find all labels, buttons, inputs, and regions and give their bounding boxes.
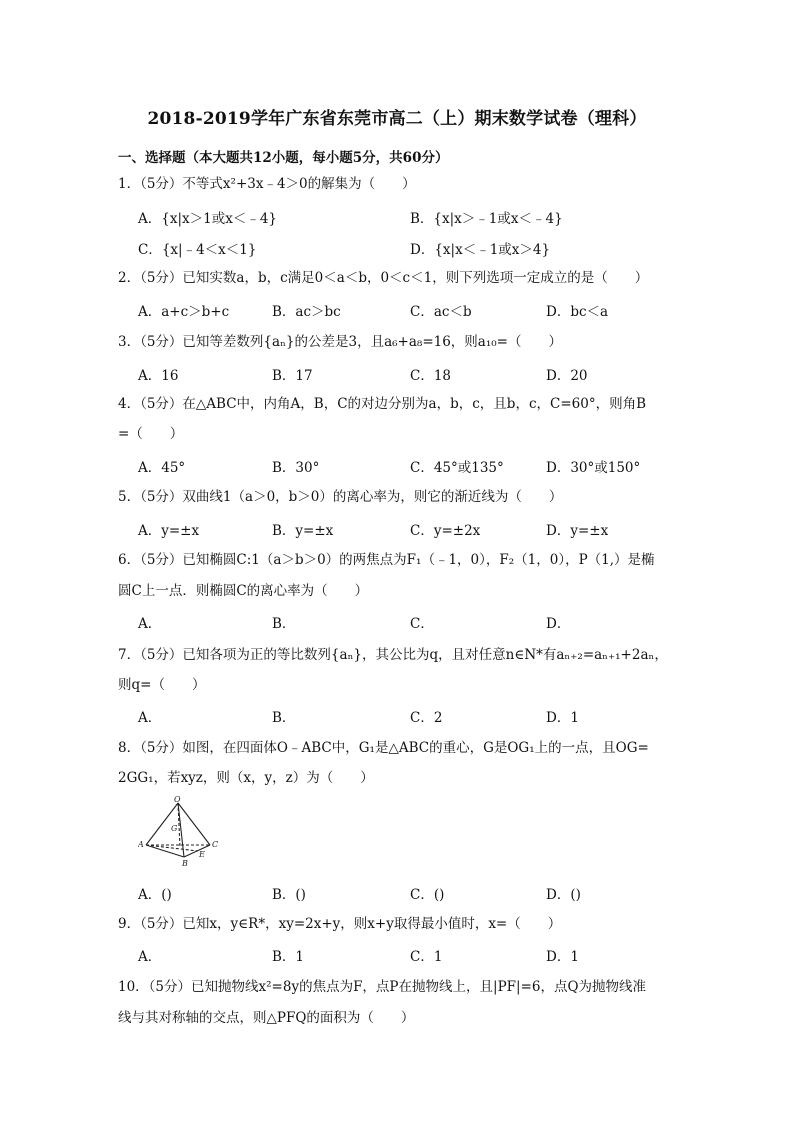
label-o: O — [174, 795, 181, 804]
q8-option-d: D．() — [546, 887, 581, 903]
question-5-stem: 5．（5分）双曲线1（a＞0，b＞0）的离心率为，则它的渐近线为（ ） — [118, 489, 563, 505]
q6-option-d: D． — [546, 616, 571, 632]
q5-option-b: B．y=±x — [272, 523, 334, 539]
question-7-stem: 7．（5分）已知各项为正的等比数列{aₙ}，其公比为q，且对任意n∈N*有aₙ₊₂=aₙ₊₁+2aₙ， — [118, 647, 668, 663]
q8-option-a: A．() — [138, 887, 172, 903]
question-7-stem-cont: 则q=（ ） — [118, 677, 206, 693]
q1-option-d: D．{x|x＜﹣1或x＞4} — [410, 242, 551, 258]
q9-option-b: B．1 — [272, 949, 305, 965]
q2-option-d: D．bc＜a — [546, 304, 609, 320]
q5-option-a: A．y=±x — [138, 523, 200, 539]
edge-ab — [146, 845, 184, 857]
question-4-stem: 4．（5分）在△ABC中，内角A，B，C的对边分别为a，b，c，且b，c，C=60°，则角B — [118, 396, 647, 412]
question-3-stem: 3．（5分）已知等差数列{aₙ}的公差是3，且a₆+a₈=16，则a₁₀=（ ） — [118, 334, 562, 350]
question-10-stem-cont: 线与其对称轴的交点，则△PFQ的面积为（ ） — [118, 1010, 415, 1026]
q9-option-d: D．1 — [546, 949, 579, 965]
label-b: B — [182, 859, 188, 867]
q8-option-b: B．() — [272, 887, 306, 903]
question-10-stem: 10．（5分）已知抛物线x²=8y的焦点为F，点P在抛物线上，且|PF|=6，点Q为抛物线准 — [118, 979, 647, 995]
q1-option-c: C．{x|﹣4＜x＜1} — [138, 242, 257, 258]
q7-option-a: A． — [138, 710, 162, 726]
question-4-stem-cont: =（ ） — [118, 426, 184, 442]
q4-option-a: A．45° — [138, 460, 186, 476]
q5-option-d: D．y=±x — [546, 523, 609, 539]
question-9-stem: 9．（5分）已知x，y∈R*，xy=2x+y，则x+y取得最小值时，x=（ ） — [118, 916, 562, 932]
q1-option-a: A．{x|x＞1或x＜﹣4} — [138, 211, 277, 227]
question-2-stem: 2．（5分）已知实数a，b，c满足0＜a＜b，0＜c＜1，则下列选项一定成立的是（ ） — [118, 270, 649, 286]
q3-option-a: A．16 — [138, 368, 179, 384]
q5-option-c: C．y=±2x — [410, 523, 481, 539]
tetrahedron-figure — [138, 795, 228, 867]
q3-option-b: B．17 — [272, 368, 313, 384]
q9-option-a: A． — [138, 949, 162, 965]
exam-title: 2018-2019学年广东省东莞市高二（上）期末数学试卷（理科） — [147, 109, 647, 129]
q4-option-c: C．45°或135° — [410, 460, 504, 476]
section-heading: 一、选择题（本大题共12小题，每小题5分，共60分） — [118, 150, 449, 166]
question-6-stem: 6．（5分）已知椭圆C:1（a＞b＞0）的两焦点为F₁（﹣1，0），F₂（1，0），P（1,）是椭 — [118, 552, 655, 568]
label-e: E — [199, 850, 205, 859]
label-g: G — [171, 824, 178, 833]
question-6-stem-cont: 圆C上一点．则椭圆C的离心率为（ ） — [118, 583, 369, 599]
q4-option-d: D．30°或150° — [546, 460, 641, 476]
q2-option-a: A．a+c＞b+c — [138, 304, 230, 320]
q3-option-d: D．20 — [546, 368, 588, 384]
q6-option-c: C． — [410, 616, 434, 632]
q4-option-b: B．30° — [272, 460, 320, 476]
q9-option-c: C．1 — [410, 949, 443, 965]
question-1-stem: 1．（5分）不等式x²+3x﹣4＞0的解集为（ ） — [118, 176, 416, 192]
q6-option-b: B． — [272, 616, 296, 632]
question-8-stem-cont: 2GG₁，若xyz，则（x，y，z）为（ ） — [118, 770, 374, 786]
q2-option-b: B．ac＞bc — [272, 304, 341, 320]
label-a: A — [138, 840, 144, 849]
q7-option-d: D．1 — [546, 710, 579, 726]
q8-option-c: C．() — [410, 887, 445, 903]
edge-oc — [178, 803, 210, 845]
question-8-stem: 8．（5分）如图，在四面体O﹣ABC中，G₁是△ABC的重心，G是OG₁上的一点，且OG= — [118, 740, 649, 756]
q3-option-c: C．18 — [410, 368, 452, 384]
q7-option-c: C．2 — [410, 710, 443, 726]
label-c: C — [212, 840, 219, 849]
q7-option-b: B． — [272, 710, 296, 726]
q1-option-b: B．{x|x＞﹣1或x＜﹣4} — [410, 211, 563, 227]
q2-option-c: C．ac＜b — [410, 304, 472, 320]
q6-option-a: A． — [138, 616, 162, 632]
